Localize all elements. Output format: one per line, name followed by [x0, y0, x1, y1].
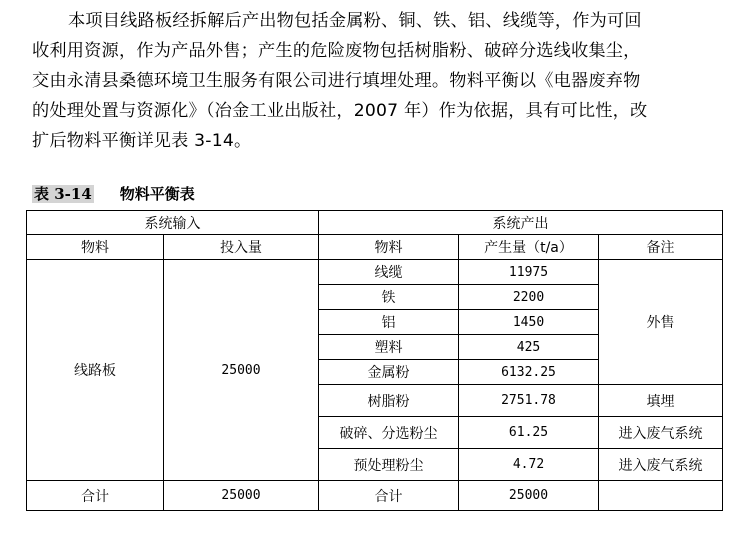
table-row — [27, 260, 723, 285]
output-material-cell: 铁 — [319, 285, 459, 310]
system-input-header: 系统输入 — [27, 211, 319, 235]
total-input-amount: 25000 — [164, 481, 319, 511]
output-material-cell: 铝 — [319, 310, 459, 335]
remark-cell-exhaust: 进入废气系统 — [599, 417, 723, 449]
output-material-cell: 预处理粉尘 — [319, 449, 459, 481]
output-amount-cell: 61.25 — [459, 417, 599, 449]
output-amount-cell: 11975 — [459, 260, 599, 285]
input-amount-cell: 25000 — [164, 260, 319, 481]
table-title: 物料平衡表 — [119, 185, 195, 203]
system-output-header: 系统产出 — [319, 211, 723, 235]
output-material-header: 物料 — [319, 235, 459, 260]
paragraph-line: 本项目线路板经拆解后产出物包括金属粉、铜、铁、铝、线缆等，作为可回 — [68, 11, 642, 31]
output-material-cell: 树脂粉 — [319, 385, 459, 417]
output-amount-header: 产生量（t/a） — [459, 235, 599, 260]
input-material-header: 物料 — [27, 235, 164, 260]
total-row — [27, 481, 723, 511]
output-material-cell: 塑料 — [319, 335, 459, 360]
remark-cell-sale: 外售 — [599, 260, 723, 385]
total-output-amount: 25000 — [459, 481, 599, 511]
output-material-cell: 破碎、分选粉尘 — [319, 417, 459, 449]
output-amount-cell: 6132.25 — [459, 360, 599, 385]
group-header-row — [27, 211, 723, 235]
table-number: 表 3-14 — [34, 185, 92, 203]
output-amount-cell: 4.72 — [459, 449, 599, 481]
table-caption — [32, 183, 195, 205]
total-remark — [599, 481, 723, 511]
output-amount-cell: 425 — [459, 335, 599, 360]
output-amount-cell: 1450 — [459, 310, 599, 335]
output-material-cell: 线缆 — [319, 260, 459, 285]
paragraph-line: 交由永清县桑德环境卫生服务有限公司进行填埋处理。物料平衡以《电器废弃物 — [32, 71, 641, 91]
paragraph-line: 收利用资源，作为产品外售；产生的危险废物包括树脂粉、破碎分选线收集尘， — [32, 41, 641, 61]
total-output-label: 合计 — [319, 481, 459, 511]
input-amount-header: 投入量 — [164, 235, 319, 260]
body-paragraph — [32, 6, 722, 156]
material-balance-table — [26, 210, 723, 511]
paragraph-line: 的处理处置与资源化》（冶金工业出版社，2007 年）作为依据，具有可比性，改 — [32, 101, 648, 121]
paragraph-line: 扩后物料平衡详见表 3-14。 — [32, 131, 252, 151]
column-header-row — [27, 235, 723, 260]
output-amount-cell: 2200 — [459, 285, 599, 310]
input-material-cell: 线路板 — [27, 260, 164, 481]
remark-header: 备注 — [599, 235, 723, 260]
remark-cell-exhaust: 进入废气系统 — [599, 449, 723, 481]
remark-cell-landfill: 填埋 — [599, 385, 723, 417]
total-input-label: 合计 — [27, 481, 164, 511]
output-material-cell: 金属粉 — [319, 360, 459, 385]
output-amount-cell: 2751.78 — [459, 385, 599, 417]
